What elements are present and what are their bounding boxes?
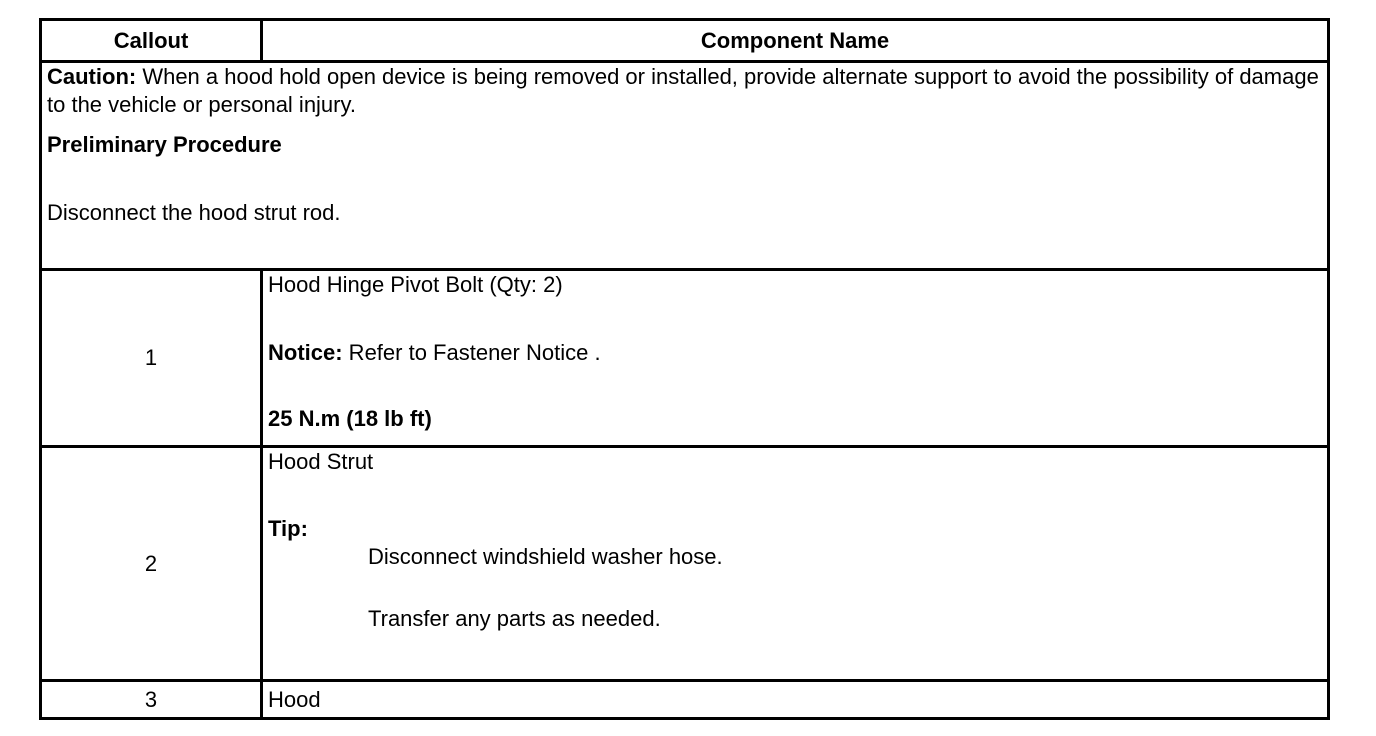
notice-label: Notice: bbox=[268, 340, 343, 366]
component-cell bbox=[262, 447, 1329, 681]
notice-paragraph bbox=[268, 339, 1322, 367]
caution-label: Caution: bbox=[47, 64, 137, 90]
callout-cell: 2 bbox=[41, 447, 262, 681]
notice-text: Refer to Fastener Notice . bbox=[342, 340, 601, 366]
callout-cell: 1 bbox=[41, 270, 262, 447]
intro-cell bbox=[41, 62, 1329, 270]
tip-item: Transfer any parts as needed. bbox=[368, 606, 661, 632]
procedure-table bbox=[39, 18, 1330, 720]
preliminary-step: Disconnect the hood strut rod. bbox=[47, 200, 341, 226]
component-name: Hood Hinge Pivot Bolt (Qty: 2) bbox=[268, 272, 563, 298]
spacer bbox=[268, 571, 1322, 605]
component-cell bbox=[262, 681, 1329, 719]
callout-header: Callout bbox=[41, 20, 262, 62]
table-row bbox=[41, 447, 1329, 681]
table-row bbox=[41, 270, 1329, 447]
torque-spec: 25 N.m (18 lb ft) bbox=[268, 406, 432, 432]
spacer bbox=[268, 299, 1322, 339]
callout-cell: 3 bbox=[41, 681, 262, 719]
tip-label: Tip: bbox=[268, 516, 308, 542]
spacer bbox=[268, 367, 1322, 405]
tip-item: Disconnect windshield washer hose. bbox=[368, 544, 723, 570]
spacer bbox=[47, 119, 1322, 131]
table-row bbox=[41, 681, 1329, 719]
spacer bbox=[47, 159, 1322, 199]
preliminary-heading: Preliminary Procedure bbox=[47, 132, 282, 158]
component-name: Hood bbox=[268, 686, 321, 712]
intro-row bbox=[41, 62, 1329, 270]
caution-text: When a hood hold open device is being removed or installed, provide alternate support to avoid the possibility of damage to the vehicle or personal injury. bbox=[47, 64, 1319, 118]
component-cell bbox=[262, 270, 1329, 447]
component-name-header: Component Name bbox=[262, 20, 1329, 62]
spacer bbox=[268, 476, 1322, 515]
caution-paragraph bbox=[47, 63, 1322, 119]
component-name: Hood Strut bbox=[268, 449, 374, 475]
header-row bbox=[41, 20, 1329, 62]
